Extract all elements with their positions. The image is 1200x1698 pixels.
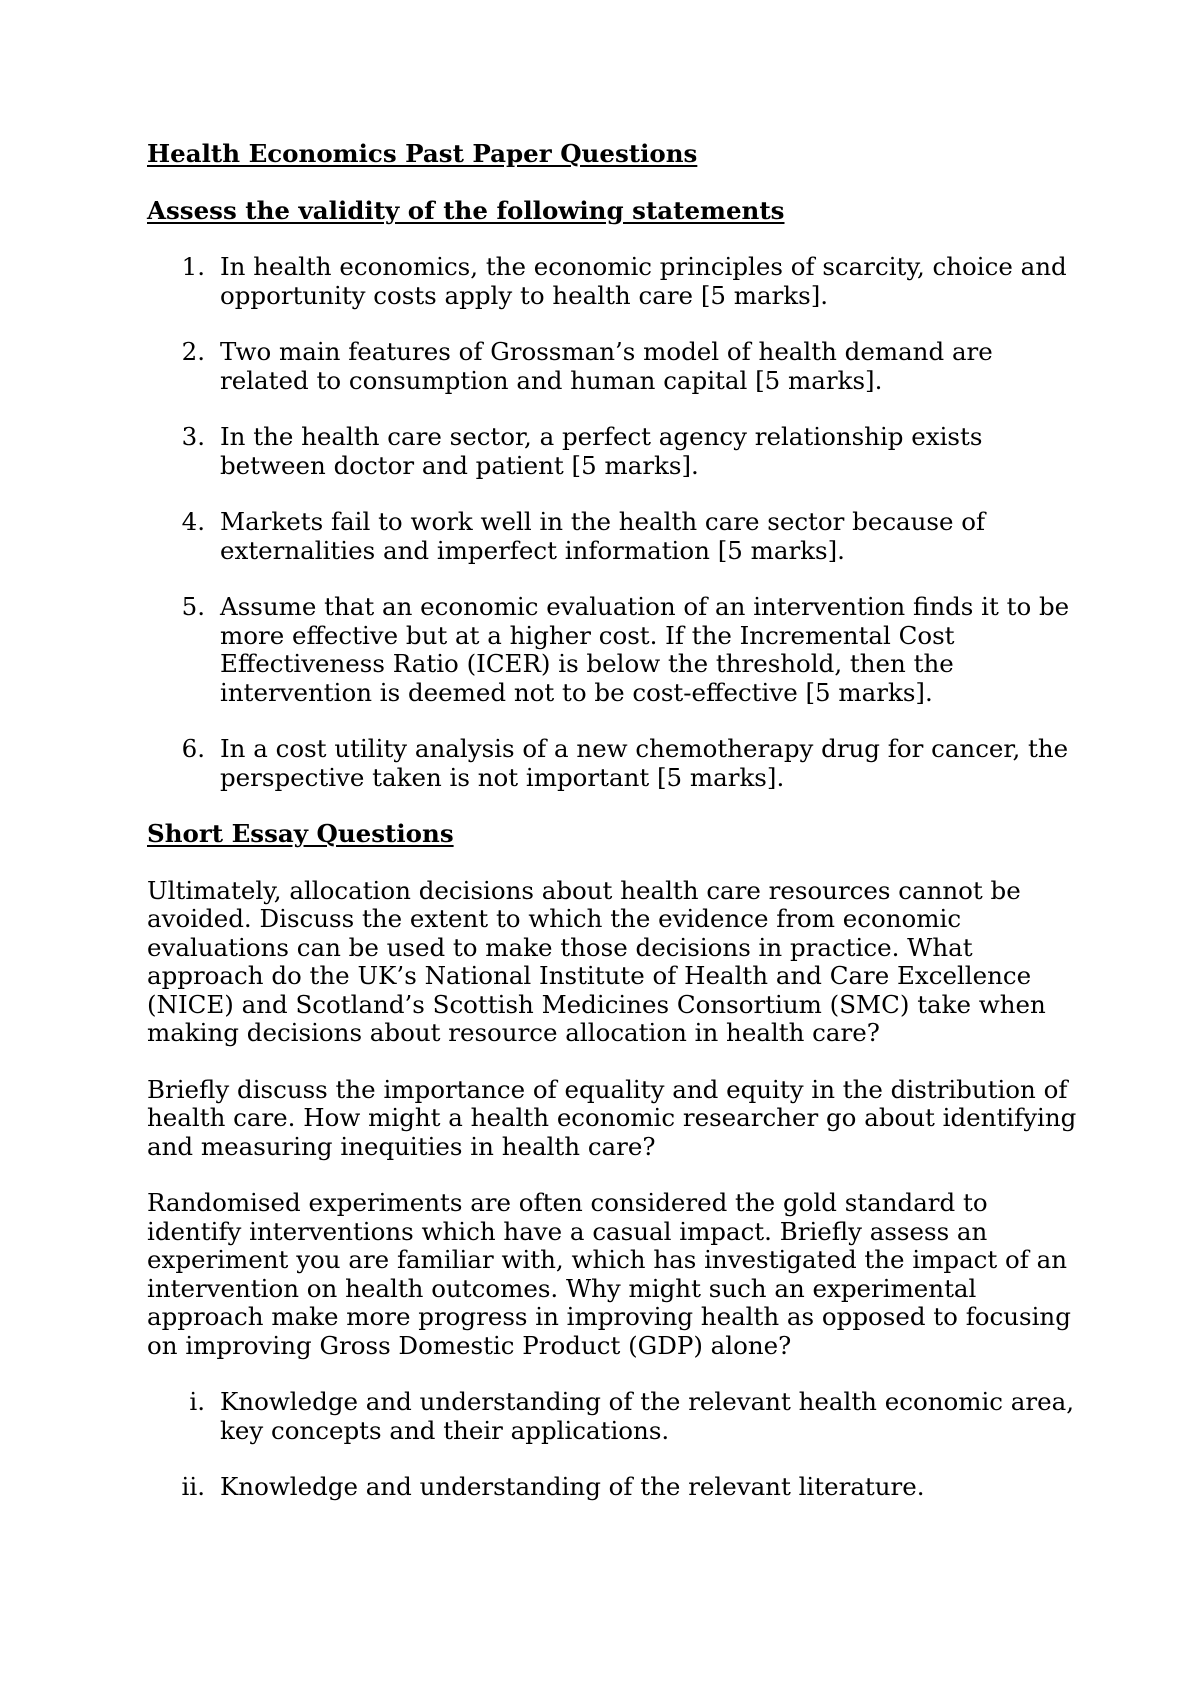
statement-text: In a cost utility analysis of a new chemotherapy drug for cancer, the perspective taken is not important [5 marks].	[220, 734, 1069, 792]
statement-item	[147, 735, 1087, 792]
statement-number: 1.	[181, 252, 205, 281]
criteria-text: Knowledge and understanding of the relevant literature.	[220, 1472, 925, 1501]
statement-text: In health economics, the economic principles of scarcity, choice and opportunity costs apply to health care [5 marks].	[220, 252, 1067, 310]
statement-item	[147, 338, 1087, 395]
statement-number: 5.	[181, 592, 205, 621]
statement-text: Assume that an economic evaluation of an intervention finds it to be more effective but at a higher cost. If the Incremental Cost Effectiveness Ratio (ICER) is below the threshold, then the intervention is deemed not to be cost-effective [5 marks].	[220, 592, 1070, 707]
criteria-list	[147, 1388, 1087, 1502]
document-page	[147, 140, 1087, 1530]
essay-question-3: Randomised experiments are often considered the gold standard to identify interventions which have a casual impact. Briefly assess an experiment you are familiar with, which has investigated the impact of an intervention on health outcomes. Why might such an experimental approach make more progress in improving health as opposed to focusing on improving Gross Domestic Product (GDP) alone?	[147, 1188, 1071, 1360]
statement-number: 4.	[181, 507, 205, 536]
criteria-item	[147, 1388, 1087, 1445]
statement-text: Markets fail to work well in the health care sector because of externalities and imperfect information [5 marks].	[220, 507, 986, 565]
criteria-item	[147, 1473, 1087, 1502]
statement-number: 3.	[181, 422, 205, 451]
statement-item	[147, 508, 1087, 565]
essay-question-1: Ultimately, allocation decisions about health care resources cannot be avoided. Discuss the extent to which the evidence from economic evaluations can be used to make those decisions in practice. What approach do the UK’s National Institute of Health and Care Excellence (NICE) and Scotland’s Scottish Medicines Consortium (SMC) take when making decisions about resource allocation in health care?	[147, 875, 1046, 1047]
statement-list	[147, 253, 1087, 792]
section-heading-statements: Assess the validity of the following statements	[147, 195, 785, 225]
statement-text: Two main features of Grossman’s model of health demand are related to consumption and human capital [5 marks].	[220, 337, 993, 395]
essay-question-2: Briefly discuss the importance of equality and equity in the distribution of health care. How might a health economic researcher go about identifying and measuring inequities in health care?	[147, 1074, 1077, 1161]
section-heading-essay: Short Essay Questions	[147, 819, 454, 848]
statement-number: 2.	[181, 337, 205, 366]
criteria-numeral: i.	[189, 1387, 205, 1416]
statement-text: In the health care sector, a perfect agency relationship exists between doctor and patient [5 marks].	[220, 422, 983, 480]
criteria-numeral: ii.	[181, 1472, 205, 1501]
statement-item	[147, 593, 1087, 707]
statement-item	[147, 253, 1087, 310]
criteria-text: Knowledge and understanding of the relevant health economic area, key concepts and their applications.	[220, 1387, 1075, 1445]
statement-item	[147, 423, 1087, 480]
document-title: Health Economics Past Paper Questions	[147, 139, 698, 168]
statement-number: 6.	[181, 734, 205, 763]
